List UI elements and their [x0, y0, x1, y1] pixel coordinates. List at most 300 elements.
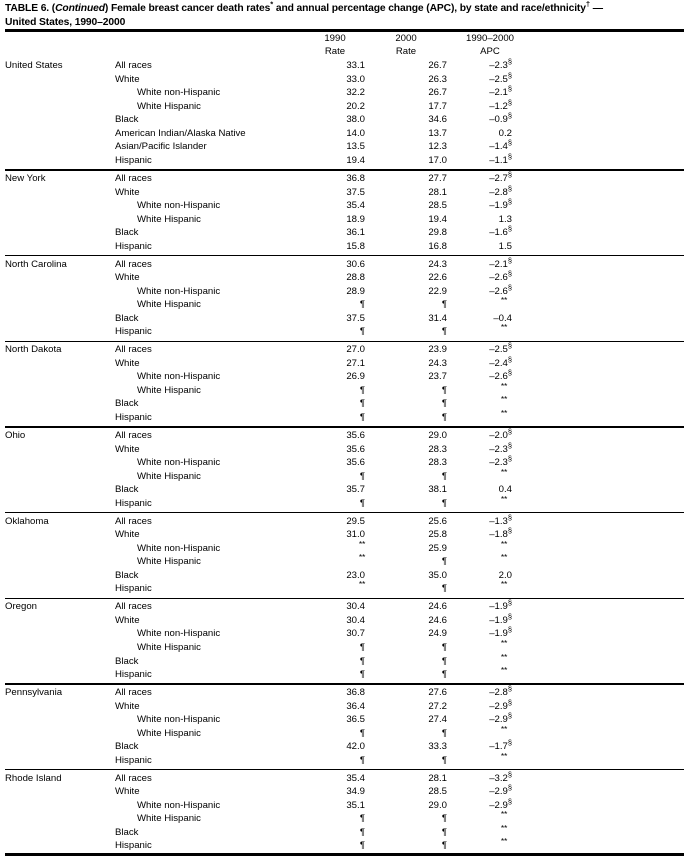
header-2000-rate-line2: Rate	[395, 45, 417, 57]
race-ethnicity-label: Hispanic	[115, 583, 152, 595]
cell-not-calculable	[447, 466, 533, 484]
significance-marker: §	[507, 697, 512, 707]
significance-marker: §	[507, 354, 512, 364]
not-calculable-symbol: **	[500, 836, 507, 847]
table-title-line2: United States, 1990–2000	[5, 16, 126, 28]
table-row	[5, 740, 684, 754]
cell-value: 17.0	[428, 155, 447, 167]
race-ethnicity-label: White	[115, 272, 140, 284]
table-row	[5, 641, 684, 655]
cell-value: 29.5	[346, 515, 365, 527]
breast-cancer-death-rates-table	[5, 32, 684, 853]
cell-value: 27.4	[428, 714, 447, 726]
race-ethnicity-label: White	[115, 529, 140, 541]
state-label-empty	[5, 199, 115, 213]
row-spacer	[533, 713, 684, 727]
cell-value: 24.3	[428, 258, 447, 270]
race-ethnicity-label: White non-Hispanic	[137, 542, 221, 554]
race-ethnicity-label: Hispanic	[115, 240, 152, 252]
race-ethnicity-label: White non-Hispanic	[137, 799, 221, 811]
not-available-symbol: ¶	[359, 669, 365, 681]
row-spacer	[533, 226, 684, 240]
state-label: New York	[5, 172, 46, 184]
state-label: Ohio	[5, 429, 26, 441]
cell-value: 25.6	[428, 515, 447, 527]
state-label-empty	[5, 271, 115, 285]
table-row	[5, 599, 684, 614]
race-ethnicity-label: White	[115, 443, 140, 455]
cell-value: 23.0	[346, 569, 365, 581]
table-row	[5, 113, 684, 127]
table-row	[5, 528, 684, 542]
row-spacer	[533, 700, 684, 714]
race-ethnicity-label: White	[115, 73, 140, 85]
race-ethnicity-label: All races	[115, 601, 152, 613]
table-row	[5, 312, 684, 326]
not-available-symbol: ¶	[441, 727, 447, 739]
table-row	[5, 140, 684, 154]
cell-value: 26.7	[428, 87, 447, 99]
row-spacer	[533, 542, 684, 556]
race-ethnicity-label: Black	[115, 655, 139, 667]
state-label-empty	[5, 312, 115, 326]
race-ethnicity-label: White non-Hispanic	[137, 371, 221, 383]
state-label-empty	[5, 73, 115, 87]
row-spacer	[533, 113, 684, 127]
table-row	[5, 569, 684, 583]
cell-value: 29.0	[428, 429, 447, 441]
table-row	[5, 627, 684, 641]
cell-value: 35.6	[346, 443, 365, 455]
row-spacer	[533, 240, 684, 254]
cell-not-available	[305, 411, 365, 425]
race-ethnicity-label: White Hispanic	[137, 100, 201, 112]
race-ethnicity-label: White non-Hispanic	[137, 457, 221, 469]
significance-marker: §	[507, 268, 512, 278]
table-row	[5, 470, 684, 484]
race-ethnicity-label: Hispanic	[115, 669, 152, 681]
not-available-symbol: ¶	[441, 754, 447, 766]
table-row	[5, 257, 684, 272]
table-row	[5, 443, 684, 457]
table-row	[5, 199, 684, 213]
state-label-empty	[5, 713, 115, 727]
cell-value: 30.4	[346, 614, 365, 626]
race-ethnicity-label: White	[115, 357, 140, 369]
not-available-symbol: ¶	[359, 412, 365, 424]
row-spacer	[533, 73, 684, 87]
race-ethnicity-label: All races	[115, 172, 152, 184]
state-label-empty	[5, 285, 115, 299]
cell-value: 28.9	[346, 285, 365, 297]
cell-value: 22.9	[428, 285, 447, 297]
cell-value: 25.9	[428, 542, 447, 554]
cell-not-available	[365, 397, 447, 411]
row-spacer	[533, 257, 684, 272]
cell-value: 36.8	[346, 172, 365, 184]
cell-value: –2.6§	[489, 368, 512, 383]
table-row	[5, 127, 684, 141]
header-1990-rate	[305, 32, 365, 59]
not-calculable-symbol: **	[500, 295, 507, 306]
cell-value: 30.7	[346, 628, 365, 640]
row-spacer	[533, 528, 684, 542]
significance-marker: §	[507, 710, 512, 720]
table-row	[5, 754, 684, 768]
table-row	[5, 685, 684, 700]
cell-value: –2.0§	[489, 426, 512, 441]
table-row	[5, 483, 684, 497]
state-label-empty	[5, 186, 115, 200]
cell-value: 31.4	[428, 312, 447, 324]
cell-value: 13.5	[346, 141, 365, 153]
cell-value: –0.4	[493, 312, 512, 324]
row-spacer	[533, 271, 684, 285]
cell-value: –1.2§	[489, 97, 512, 112]
table-header-row	[5, 32, 684, 59]
not-available-symbol: ¶	[359, 470, 365, 482]
cell-not-available	[365, 555, 447, 569]
cell-not-available	[365, 641, 447, 655]
state-label-empty	[5, 140, 115, 154]
race-ethnicity-label: White	[115, 786, 140, 798]
cell-value: –1.6§	[489, 223, 512, 239]
row-spacer	[533, 839, 684, 853]
table-row	[5, 370, 684, 384]
race-ethnicity-label: White Hispanic	[137, 641, 201, 653]
cell-not-calculable	[447, 493, 533, 511]
state-label-empty	[5, 614, 115, 628]
not-calculable-symbol: **	[500, 380, 507, 391]
row-spacer	[533, 569, 684, 583]
cell-not-available	[365, 298, 447, 312]
state-label-empty	[5, 569, 115, 583]
row-spacer	[533, 186, 684, 200]
cell-value: 29.8	[428, 227, 447, 239]
row-spacer	[533, 154, 684, 168]
significance-marker: §	[507, 453, 512, 463]
race-ethnicity-label: Asian/Pacific Islander	[115, 141, 207, 153]
not-available-symbol: ¶	[359, 813, 365, 825]
cell-not-available	[365, 754, 447, 768]
race-ethnicity-label: Hispanic	[115, 497, 152, 509]
row-spacer	[533, 614, 684, 628]
table-row	[5, 799, 684, 813]
table-row	[5, 100, 684, 114]
row-spacer	[533, 785, 684, 799]
table-row	[5, 614, 684, 628]
significance-marker: §	[507, 611, 512, 621]
not-available-symbol: ¶	[441, 556, 447, 568]
table-row	[5, 171, 684, 186]
race-ethnicity-label: White	[115, 614, 140, 626]
cell-not-available	[365, 411, 447, 425]
table-row	[5, 226, 684, 240]
race-ethnicity-label: Black	[115, 398, 139, 410]
race-ethnicity-label: White	[115, 700, 140, 712]
table-row	[5, 839, 684, 853]
header-2000-rate	[365, 32, 447, 59]
cell-value: 25.8	[428, 529, 447, 541]
table-row	[5, 86, 684, 100]
not-available-symbol: ¶	[359, 326, 365, 338]
state-label-empty	[5, 839, 115, 853]
header-spacer	[533, 32, 684, 59]
cell-value: –2.1§	[489, 84, 512, 99]
race-ethnicity-label: White Hispanic	[137, 470, 201, 482]
cell-value: 0.4	[498, 484, 512, 496]
cell-value: –2.3§	[489, 453, 512, 469]
significance-marker: §	[507, 426, 512, 436]
race-ethnicity-label: All races	[115, 344, 152, 356]
not-available-symbol: ¶	[359, 727, 365, 739]
cell-value: 12.3	[428, 141, 447, 153]
header-race-column	[115, 32, 305, 59]
state-label-empty	[5, 113, 115, 127]
significance-marker: §	[507, 737, 512, 747]
state-label-empty	[5, 582, 115, 596]
state-label-empty	[5, 826, 115, 840]
cell-value: 24.3	[428, 357, 447, 369]
cell-value: 38.1	[428, 484, 447, 496]
not-calculable-symbol: **	[500, 394, 507, 405]
cell-value: 28.8	[346, 272, 365, 284]
cell-value: –0.9§	[489, 111, 512, 126]
cell-not-calculable	[305, 552, 365, 569]
header-state-column	[5, 32, 115, 59]
state-label-empty	[5, 727, 115, 741]
race-ethnicity-label: Hispanic	[115, 840, 152, 852]
cell-not-calculable	[447, 407, 533, 425]
race-ethnicity-label: Black	[115, 114, 139, 126]
row-spacer	[533, 428, 684, 443]
state-label-empty	[5, 325, 115, 339]
cell-not-calculable	[447, 809, 533, 826]
row-spacer	[533, 655, 684, 669]
not-available-symbol: ¶	[441, 470, 447, 482]
state-label-empty	[5, 542, 115, 556]
row-spacer	[533, 100, 684, 114]
cell-value: –1.9§	[489, 625, 512, 640]
significance-marker: §	[507, 598, 512, 608]
cell-value: 33.0	[346, 73, 365, 85]
not-available-symbol: ¶	[359, 826, 365, 838]
table-title-mid: ) Female breast cancer death rates	[104, 3, 271, 14]
not-calculable-symbol: **	[500, 538, 507, 549]
cell-not-available	[365, 826, 447, 840]
cell-value: 42.0	[346, 741, 365, 753]
cell-value: –3.2§	[489, 769, 512, 784]
row-spacer	[533, 497, 684, 511]
row-spacer	[533, 740, 684, 754]
race-ethnicity-label: White Hispanic	[137, 213, 201, 225]
cell-value: –2.3§	[489, 440, 512, 455]
cell-value: 31.0	[346, 529, 365, 541]
row-spacer	[533, 514, 684, 529]
cell-value: 1.3	[498, 213, 512, 225]
cell-not-available	[305, 826, 365, 840]
not-available-symbol: ¶	[359, 754, 365, 766]
race-ethnicity-label: All races	[115, 60, 152, 72]
cell-not-available	[365, 655, 447, 669]
cell-not-available	[365, 384, 447, 398]
cell-not-available	[365, 325, 447, 339]
state-label-empty	[5, 397, 115, 411]
cell-value: 26.9	[346, 371, 365, 383]
state-label: North Dakota	[5, 344, 62, 356]
not-available-symbol: ¶	[441, 641, 447, 653]
table-row	[5, 655, 684, 669]
race-ethnicity-label: Black	[115, 741, 139, 753]
state-label-empty	[5, 627, 115, 641]
footnote-marker-dagger: †	[585, 0, 590, 9]
cell-value: 28.1	[428, 186, 447, 198]
not-available-symbol: ¶	[441, 384, 447, 396]
cell-value: 16.8	[428, 240, 447, 252]
state-label-empty	[5, 754, 115, 768]
not-available-symbol: ¶	[441, 398, 447, 410]
cell-value: 24.9	[428, 628, 447, 640]
cell-value: 20.2	[346, 100, 365, 112]
state-label-empty	[5, 100, 115, 114]
table-row	[5, 542, 684, 556]
row-spacer	[533, 342, 684, 357]
cell-value: –2.9§	[489, 783, 512, 798]
cell-value: –1.9§	[489, 598, 512, 613]
cell-value: 30.6	[346, 258, 365, 270]
cell-not-available	[365, 727, 447, 741]
state-label-empty	[5, 240, 115, 254]
cell-value: 34.6	[428, 114, 447, 126]
row-spacer	[533, 171, 684, 186]
state-label: Rhode Island	[5, 772, 62, 784]
not-calculable-symbol: **	[500, 579, 507, 590]
cell-value: 2.0	[498, 569, 512, 581]
cell-not-available	[305, 812, 365, 826]
race-ethnicity-label: White non-Hispanic	[137, 87, 221, 99]
table-title-after-star: and annual percentage change (APC), by state and race/ethnicity	[273, 3, 586, 14]
cell-not-available	[305, 325, 365, 339]
not-available-symbol: ¶	[441, 299, 447, 311]
cell-value: –1.8§	[489, 526, 512, 541]
not-available-symbol: ¶	[359, 299, 365, 311]
table-row	[5, 700, 684, 714]
table-row	[5, 668, 684, 682]
cell-value: 35.0	[428, 569, 447, 581]
footnote-marker-asterisk: *	[270, 0, 274, 9]
state-label-empty	[5, 86, 115, 100]
table-row	[5, 384, 684, 398]
cell-value: 35.1	[346, 799, 365, 811]
not-available-symbol: ¶	[359, 398, 365, 410]
not-available-symbol: ¶	[359, 655, 365, 667]
row-spacer	[533, 86, 684, 100]
state-label: Oregon	[5, 601, 37, 613]
cell-not-calculable	[305, 538, 365, 556]
row-spacer	[533, 58, 684, 73]
state-label: North Carolina	[5, 258, 67, 270]
cell-value: 36.1	[346, 227, 365, 239]
cell-value: –1.1§	[489, 151, 512, 167]
cell-value: 26.7	[428, 60, 447, 72]
table-row	[5, 154, 684, 168]
table-row	[5, 411, 684, 425]
cell-not-available	[365, 668, 447, 682]
header-2000-rate-line1: 2000	[395, 32, 417, 44]
cell-value: 18.9	[346, 213, 365, 225]
state-label-empty	[5, 456, 115, 470]
cell-value: –2.3§	[489, 57, 512, 72]
significance-marker: §	[507, 70, 512, 80]
race-ethnicity-label: White	[115, 186, 140, 198]
state-label-empty	[5, 411, 115, 425]
table-row	[5, 771, 684, 786]
cell-value: 36.5	[346, 714, 365, 726]
not-available-symbol: ¶	[441, 583, 447, 595]
race-ethnicity-label: Black	[115, 826, 139, 838]
significance-marker: §	[507, 683, 512, 693]
state-label: Oklahoma	[5, 515, 49, 527]
significance-marker: §	[507, 255, 512, 265]
cell-value: 14.0	[346, 127, 365, 139]
state-label-empty	[5, 641, 115, 655]
cell-value: 23.7	[428, 371, 447, 383]
row-spacer	[533, 826, 684, 840]
state-label-empty	[5, 213, 115, 227]
significance-marker: §	[507, 196, 512, 206]
cell-value: 34.9	[346, 786, 365, 798]
state-label-empty	[5, 357, 115, 371]
not-available-symbol: ¶	[441, 655, 447, 667]
cell-value: –2.8§	[489, 683, 512, 698]
cell-not-available	[305, 727, 365, 741]
row-spacer	[533, 127, 684, 141]
cell-not-calculable	[447, 651, 533, 669]
row-spacer	[533, 384, 684, 398]
row-spacer	[533, 599, 684, 614]
cell-not-calculable	[447, 394, 533, 411]
cell-value: –2.9§	[489, 796, 512, 811]
cell-value: 35.4	[346, 772, 365, 784]
row-spacer	[533, 411, 684, 425]
not-calculable-symbol: **	[500, 750, 507, 761]
significance-marker: §	[507, 769, 512, 779]
cell-value: 28.5	[428, 200, 447, 212]
cell-value: 29.0	[428, 799, 447, 811]
significance-marker: §	[507, 341, 512, 351]
race-ethnicity-label: White non-Hispanic	[137, 285, 221, 297]
cell-not-calculable	[305, 579, 365, 596]
significance-marker: §	[507, 84, 512, 94]
state-label-empty	[5, 740, 115, 754]
race-ethnicity-label: Black	[115, 484, 139, 496]
header-1990-rate-line1: 1990	[324, 32, 346, 44]
table-row	[5, 342, 684, 357]
state-label-empty	[5, 700, 115, 714]
table-row	[5, 240, 684, 254]
cell-value: 27.7	[428, 172, 447, 184]
race-ethnicity-label: All races	[115, 686, 152, 698]
not-available-symbol: ¶	[441, 826, 447, 838]
table-row	[5, 428, 684, 443]
not-calculable-symbol: **	[500, 723, 507, 734]
cell-value: –2.4§	[489, 354, 512, 369]
state-label-empty	[5, 555, 115, 569]
cell-value: 22.6	[428, 272, 447, 284]
cell-value: 28.5	[428, 786, 447, 798]
cell-not-calculable	[447, 380, 533, 398]
cell-value: 37.5	[346, 312, 365, 324]
